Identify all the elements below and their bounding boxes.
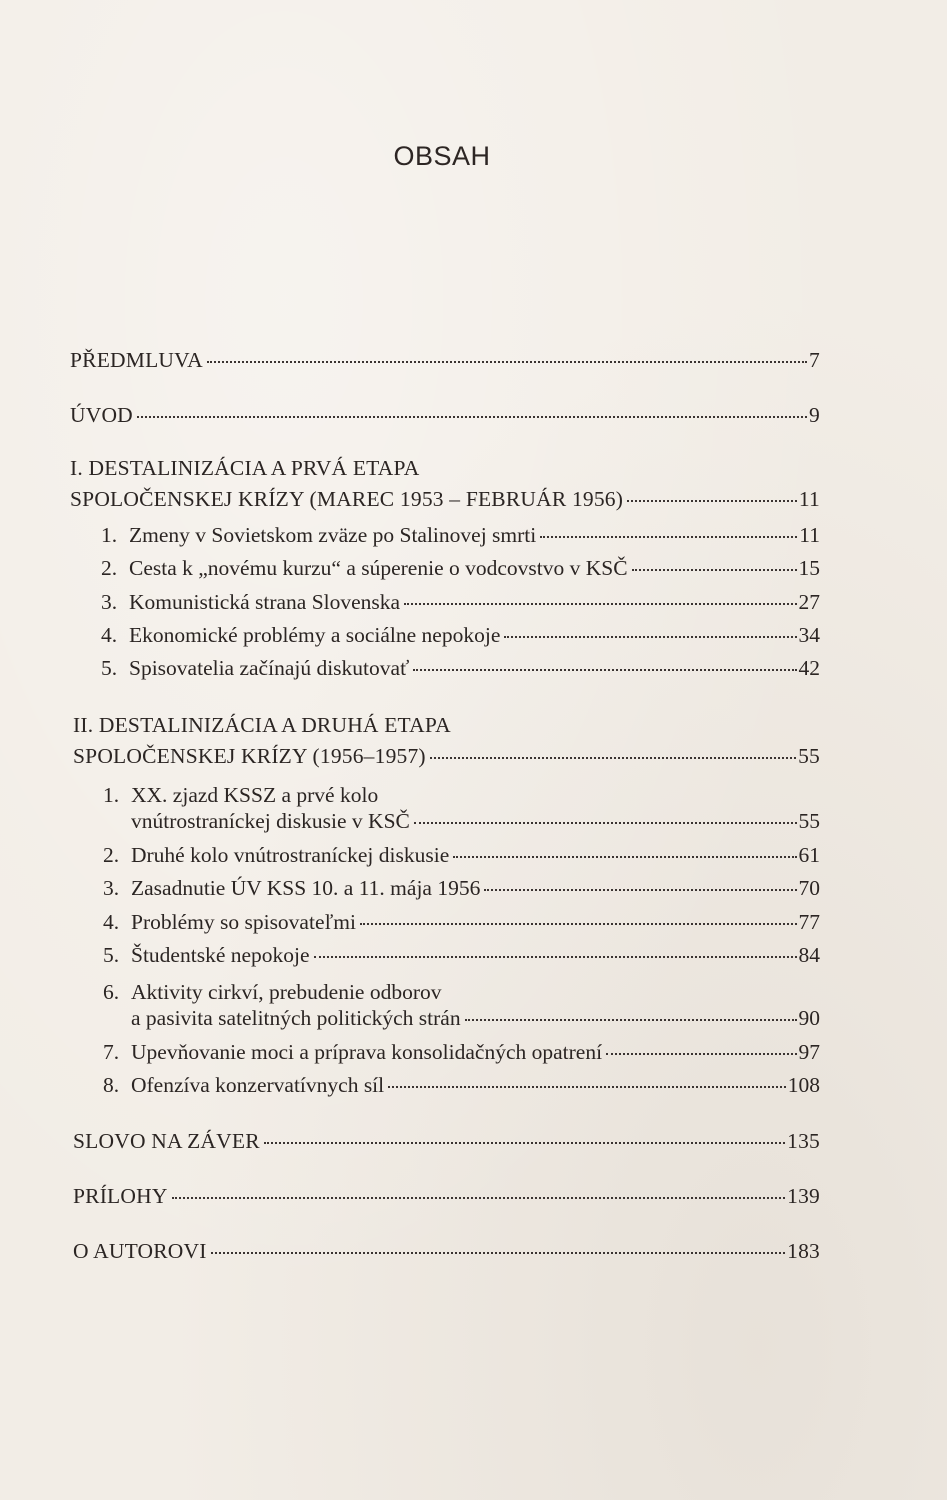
part1-heading-line1: I. DESTALINIZÁCIA A PRVÁ ETAPA bbox=[70, 456, 420, 480]
toc-entry-part1-ch1[interactable] bbox=[101, 522, 820, 548]
leader-dots bbox=[484, 889, 796, 891]
leader-dots bbox=[207, 361, 807, 363]
chapter-page: 77 bbox=[798, 910, 820, 934]
toc-entry-part2-ch8[interactable] bbox=[103, 1072, 820, 1098]
leader-dots bbox=[264, 1142, 785, 1144]
chapter-page: 27 bbox=[798, 590, 820, 614]
chapter-page: 84 bbox=[798, 943, 820, 967]
toc-entry-part1-ch4[interactable] bbox=[101, 622, 820, 648]
chapter-page: 11 bbox=[799, 523, 820, 547]
toc-entry-label: ÚVOD bbox=[70, 403, 133, 427]
chapter-page: 90 bbox=[798, 1006, 820, 1030]
chapter-number: 5. bbox=[101, 656, 118, 680]
chapter-number: 6. bbox=[103, 980, 120, 1004]
chapter-number: 3. bbox=[101, 590, 118, 614]
leader-dots bbox=[137, 416, 807, 418]
toc-entry-part2-ch5[interactable] bbox=[103, 942, 820, 968]
toc-entry-part2-ch1[interactable] bbox=[131, 808, 820, 834]
leader-dots bbox=[360, 923, 797, 925]
chapter-page: 15 bbox=[798, 556, 820, 580]
chapter-title: Ofenzíva konzervatívnych síl bbox=[131, 1073, 385, 1097]
chapter-title: Zmeny v Sovietskom zväze po Stalinovej smrti bbox=[129, 523, 537, 547]
toc-entry-page: 55 bbox=[798, 744, 820, 768]
chapter-page: 108 bbox=[787, 1073, 820, 1097]
leader-dots bbox=[414, 822, 797, 824]
chapter-title: Upevňovanie moci a príprava konsolidačných opatrení bbox=[131, 1040, 603, 1064]
leader-dots bbox=[465, 1019, 797, 1021]
toc-entry-page: 135 bbox=[787, 1129, 820, 1153]
toc-entry-label: PŘEDMLUVA bbox=[70, 348, 203, 372]
toc-entry-part1-ch3[interactable] bbox=[101, 589, 820, 615]
toc-entry-prilohy[interactable] bbox=[73, 1183, 820, 1209]
leader-dots bbox=[388, 1086, 786, 1088]
toc-entry-page: 11 bbox=[798, 487, 820, 511]
page-title: OBSAH bbox=[393, 141, 491, 171]
chapter-number: 1. bbox=[103, 783, 120, 807]
chapter-title: Komunistická strana Slovenska bbox=[129, 590, 401, 614]
toc-entry-label: SLOVO NA ZÁVER bbox=[73, 1129, 260, 1153]
toc-entry-slovo-na-zaver[interactable] bbox=[73, 1128, 820, 1154]
chapter-number: 4. bbox=[103, 910, 120, 934]
leader-dots bbox=[632, 569, 797, 571]
chapter-number: 4. bbox=[101, 623, 118, 647]
chapter-page: 97 bbox=[798, 1040, 820, 1064]
chapter-title-line1: Aktivity cirkví, prebudenie odborov bbox=[131, 980, 442, 1004]
leader-dots bbox=[413, 669, 796, 671]
leader-dots bbox=[540, 536, 797, 538]
chapter-number: 2. bbox=[103, 843, 120, 867]
toc-entry-part2-ch6-line1 bbox=[103, 979, 442, 1005]
chapter-number: 1. bbox=[101, 523, 118, 547]
toc-entry-page: 7 bbox=[809, 348, 820, 372]
chapter-title: a pasivita satelitných politických strán bbox=[131, 1006, 461, 1030]
chapter-title: Zasadnutie ÚV KSS 10. a 11. mája 1956 bbox=[131, 876, 481, 900]
toc-entry-part2-ch7[interactable] bbox=[103, 1039, 820, 1065]
chapter-number: 8. bbox=[103, 1073, 120, 1097]
leader-dots bbox=[430, 757, 796, 759]
leader-dots bbox=[172, 1197, 786, 1199]
chapter-title: Študentské nepokoje bbox=[131, 943, 310, 967]
toc-entry-page: 183 bbox=[787, 1239, 820, 1263]
toc-entry-part2-ch1-line1 bbox=[103, 782, 378, 808]
part2-heading-line1: II. DESTALINIZÁCIA A DRUHÁ ETAPA bbox=[73, 713, 451, 737]
toc-entry-predmluva[interactable] bbox=[70, 347, 820, 373]
toc-entry-part1-ch5[interactable] bbox=[101, 655, 820, 681]
chapter-number: 2. bbox=[101, 556, 118, 580]
part1-heading-line2: SPOLOČENSKEJ KRÍZY (MAREC 1953 – FEBRUÁR 1956) bbox=[70, 487, 624, 511]
chapter-title: vnútrostraníckej diskusie v KSČ bbox=[131, 809, 410, 833]
toc-entry-page: 139 bbox=[787, 1184, 820, 1208]
toc-entry-uvod[interactable] bbox=[70, 402, 820, 428]
chapter-page: 70 bbox=[798, 876, 820, 900]
leader-dots bbox=[404, 603, 796, 605]
leader-dots bbox=[504, 636, 796, 638]
chapter-title: Druhé kolo vnútrostraníckej diskusie bbox=[131, 843, 450, 867]
chapter-page: 61 bbox=[798, 843, 820, 867]
leader-dots bbox=[627, 500, 797, 502]
chapter-title: Spisovatelia začínajú diskutovať bbox=[129, 656, 410, 680]
chapter-number: 7. bbox=[103, 1040, 120, 1064]
chapter-page: 55 bbox=[798, 809, 820, 833]
leader-dots bbox=[211, 1252, 786, 1254]
toc-entry-label: O AUTOROVI bbox=[73, 1239, 207, 1263]
chapter-title: Cesta k „novému kurzu“ a súperenie o vodcovstvo v KSČ bbox=[129, 556, 628, 580]
leader-dots bbox=[606, 1053, 796, 1055]
toc-entry-part1[interactable] bbox=[70, 486, 820, 512]
toc-entry-label: PRÍLOHY bbox=[73, 1184, 168, 1208]
toc-entry-page: 9 bbox=[809, 403, 820, 427]
part2-heading-line2: SPOLOČENSKEJ KRÍZY (1956–1957) bbox=[73, 744, 426, 768]
chapter-title: Ekonomické problémy a sociálne nepokoje bbox=[129, 623, 501, 647]
chapter-page: 42 bbox=[798, 656, 820, 680]
chapter-number: 5. bbox=[103, 943, 120, 967]
toc-entry-part2-ch4[interactable] bbox=[103, 909, 820, 935]
toc-entry-o-autorovi[interactable] bbox=[73, 1238, 820, 1264]
toc-entry-part1-ch2[interactable] bbox=[101, 555, 820, 581]
leader-dots bbox=[314, 956, 797, 958]
toc-entry-part2[interactable] bbox=[73, 743, 820, 769]
leader-dots bbox=[453, 856, 796, 858]
toc-entry-part2-ch2[interactable] bbox=[103, 842, 820, 868]
chapter-title-line1: XX. zjazd KSSZ a prvé kolo bbox=[131, 783, 379, 807]
chapter-page: 34 bbox=[798, 623, 820, 647]
chapter-number: 3. bbox=[103, 876, 120, 900]
toc-entry-part2-ch6[interactable] bbox=[131, 1005, 820, 1031]
chapter-title: Problémy so spisovateľmi bbox=[131, 910, 356, 934]
toc-entry-part2-ch3[interactable] bbox=[103, 875, 820, 901]
